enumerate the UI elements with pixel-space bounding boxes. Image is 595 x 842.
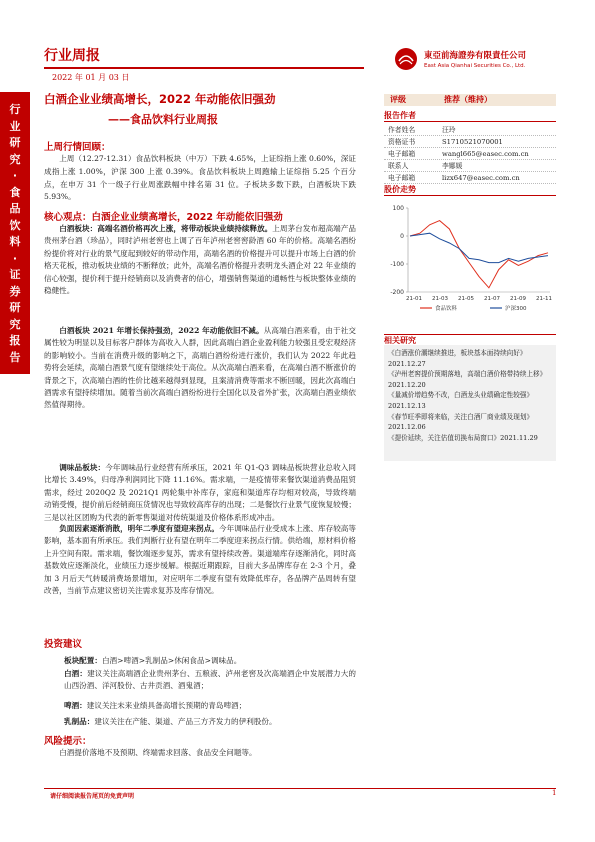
core-paragraph-4-lead: 负面因素逐渐消散，明年二季度有望迎来拐点。 <box>59 524 220 533</box>
analyst-row-value: lizx647@easec.com.cn <box>442 174 520 182</box>
side-band-char: 券 <box>9 284 21 298</box>
invest-item-sector <box>64 655 356 667</box>
analyst-row-value: 汪玲 <box>442 126 456 134</box>
core-paragraph-1-lead: 白酒板块：高端名酒价格再次上涨，将带动板块业绩持续释放。 <box>59 224 273 233</box>
analyst-row <box>384 148 556 160</box>
related-research-list <box>384 345 556 461</box>
chart-x-tick-label: 21-07 <box>484 296 500 302</box>
side-band-char: 证 <box>9 268 21 281</box>
page-number: 1 <box>552 789 557 797</box>
side-band-char: 究 <box>9 152 21 166</box>
invest-item-sector-body: 白酒>啤酒>乳制品>休闲食品>调味品。 <box>101 656 242 665</box>
section-heading-core: 核心观点：白酒企业业绩高增长，2022 年动能依旧强劲 <box>44 212 283 223</box>
section-heading-invest: 投资建议 <box>44 639 83 650</box>
core-paragraph-4 <box>44 523 356 597</box>
chart-heading: 股价走势 <box>384 185 416 194</box>
related-research-item[interactable]: 《量减价增趋势不改，白酒龙头业绩确定性较强》2021.12.13 <box>388 391 534 410</box>
analyst-divider <box>384 121 556 122</box>
analyst-row-value: S1710521070001 <box>442 138 503 146</box>
invest-item-beer-body: 建议关注未来业绩具备高增长预期的青岛啤酒； <box>86 701 247 710</box>
analyst-row <box>384 124 556 136</box>
invest-item-beer <box>64 700 356 712</box>
footer-disclaimer: 请仔细阅读报告尾页的免责声明 <box>50 793 135 800</box>
side-band-char: 行 <box>9 103 21 116</box>
analyst-row-key: 作者姓名 <box>388 126 416 134</box>
report-category: 行业周报 <box>44 48 100 64</box>
chart-y-tick-label: 100 <box>392 205 404 212</box>
side-band-char: 研 <box>9 301 21 314</box>
related-research-item[interactable]: 《泸州老窖提价预期落地，高端白酒价格带持续上移》2021.12.20 <box>388 370 547 389</box>
related-research-item[interactable]: 《提价延续，关注估值切换布局窗口》2021.11.29 <box>388 433 538 442</box>
invest-item-baijiu <box>64 668 356 693</box>
page-title: 白酒企业业绩高增长，2022 年动能依旧强劲 <box>44 92 276 106</box>
rating-bar <box>384 94 556 106</box>
analyst-row-key: 资格证书 <box>388 138 416 146</box>
side-band-char: 研 <box>9 136 21 149</box>
invest-item-dairy-body: 建议关注在产能、渠道、产品三方齐发力的伊利股份。 <box>94 717 277 726</box>
side-band-char: 饮 <box>9 218 21 232</box>
side-band-char: 料 <box>9 235 21 248</box>
report-date: 2022 年 01 月 03 日 <box>52 73 130 82</box>
analyst-row-key: 电子邮箱 <box>388 150 416 158</box>
core-paragraph-2 <box>44 325 356 412</box>
related-research-item[interactable]: 《白酒涨价潮继续推进，板块基本面持续向好》2021.12.27 <box>388 349 527 368</box>
chart-series-line <box>410 221 548 288</box>
header-divider <box>44 67 364 69</box>
rating-value: 推荐（维持） <box>444 95 492 104</box>
chart-x-tick-label: 21-05 <box>458 296 474 302</box>
side-band-char: 报 <box>9 334 21 347</box>
side-band-char: 食 <box>9 185 21 199</box>
core-paragraph-1 <box>44 223 356 297</box>
core-paragraph-2-lead: 白酒板块 2021 年增长保持强劲，2022 年动能依旧不减。 <box>59 326 264 335</box>
chart-y-tick-label: -100 <box>390 261 404 268</box>
risk-paragraph: 白酒提价落地不及预期、终端需求回落、食品安全问题等。 <box>59 748 257 757</box>
core-paragraph-3-body: 今年调味品行业经营有所承压，2021 年 Q1-Q3 调味品板块营业总收入同比增长 3.49%，归母净利润同比下降 11.16%。需求端，一是疫情带来餐饮渠道消费品阻贸需求，经过 2020Q2 及 2021Q1 两轮集中补库存，家庭和渠道库存均相对较高，导致终端动销受慢，提价前后经销商压货情况也导致较高库存的出现；二是餐饮行业景气度恢复较慢；三是以社区团购为代表的新零售渠道对传统渠道及价格体系形成冲击。 <box>44 463 356 522</box>
side-band-char: 究 <box>9 317 21 331</box>
chart-y-tick-label: -200 <box>390 289 404 296</box>
stock-price-chart <box>384 200 556 316</box>
chart-x-tick-label: 21-03 <box>432 296 448 302</box>
core-paragraph-2-body: 从高端白酒来看，由于社交属性较为明显以及目标客户群体为高收入人群，因此高端白酒企业盈利能力较强且受宏观经济的影响较小。当前在消费升级的影响之下，高端白酒纷纷进行涨价，我们认为 2022 年此趋势将会延续，高端白酒景气度有望继续处于高位。从次高端白酒来看，在高端白酒不断涨价的背景之下，次高端白酒的性价比越来越得到显现，且案清消费等需求不断回暖，因此次高端白酒需求有望持续增加。随着当前次高端白酒纷纷进行全国化以及省外扩张，次高端白酒业绩依然值得期待。 <box>44 326 356 410</box>
analyst-row-value: 李娜媛 <box>442 162 463 170</box>
related-research-item[interactable]: 《春节旺季即将来临，关注白酒厂商业绩及现划》2021.12.06 <box>388 412 534 432</box>
analyst-row-value: wangl665@easec.com.cn <box>442 150 529 158</box>
chart-x-tick-label: 21-11 <box>536 296 552 302</box>
invest-item-dairy <box>64 716 356 728</box>
side-band-char: 品 <box>9 202 21 215</box>
invest-item-baijiu-body: 建议关注高端酒企业贵州茅台、五粮液、泸州老窖及次高端酒企中发展潜力大的山西汾酒、洋河股份、古井贡酒、酒鬼酒； <box>64 669 356 691</box>
review-paragraph: 上周（12.27-12.31）食品饮料板块（中万）下跌 4.65%，上证综指上涨 0.60%，深证成指上涨 1.00%，沪深 300 上涨 0.39%。食品饮料板块上周跑输上证综指 5.25 个百分点，在申万 31 个一级子行业周涨跌幅中排名第 31 位。子板块多数下跌，白酒板块下跌 5.93%。 <box>44 154 356 202</box>
analyst-row <box>384 136 556 148</box>
side-band-char: 告 <box>9 350 21 364</box>
rating-label: 评级 <box>390 95 406 104</box>
core-paragraph-3-lead: 调味品板块： <box>59 463 106 472</box>
analyst-row-key: 联系人 <box>388 162 409 170</box>
page-subtitle: ——食品饮料行业周报 <box>108 113 218 126</box>
chart-series-line <box>410 233 548 262</box>
core-paragraph-3 <box>44 462 356 524</box>
analyst-row <box>384 172 556 184</box>
related-heading: 相关研究 <box>384 334 556 346</box>
side-band-char: · <box>12 169 18 182</box>
company-name-en: East Asia Qianhai Securities Co., Ltd. <box>424 63 526 69</box>
core-paragraph-4-body: 今年调味品行业受成本上涨、库存较高等影响，基本面有所承压。我们判断行业有望在明年二季度迎来拐点行情。供给端，原材料价格上升空间有限。需求端，餐饮端逐步复苏，需求有望持续改善。渠道端库存逐渐消化，同时高基数效应逐渐淡化，业绩压力逐步缓解。根据近期跟踪，目前大多品牌库存在 2-3 个月，叠加 3 月后天气转暖消费场景增加，对应明年二季度有望有效降低库存，各品牌产品周转有望改善，当前节点建议密切关注需求复苏及库存情况。 <box>44 524 357 596</box>
chart-legend-label: 食品饮料 <box>435 306 458 312</box>
analyst-heading: 报告作者 <box>384 111 416 120</box>
invest-item-baijiu-lead: 白酒： <box>64 669 88 678</box>
analyst-row <box>384 160 556 172</box>
section-heading-risk: 风险提示： <box>44 736 92 747</box>
core-paragraph-1-body: 上周茅台发布超高端产品贵州茅台酒（珍品），同时泸州老窖也上调了百年泸州老窖窖龄酒 60 年的价格。高端名酒纷纷提价将对行业的景气度起到较好的带动作用，高端名酒的价格提升可以提升市场上白酒的价格天花板，推动板块业绩的不断释放；此外，高端名酒价格提升表明龙头酒企对 22 年业绩的信心较强，提价利于提升经销商以及消费者的信心，增强销售渠道的通畅性与板块整体业绩的稳健性。 <box>44 224 356 296</box>
company-name-cn: 東亞前海證券有限責任公司 <box>424 51 527 61</box>
footer-divider <box>44 788 556 789</box>
side-band-char: · <box>12 251 18 265</box>
invest-item-sector-lead: 板块配置： <box>64 656 102 665</box>
chart-legend-label: 沪深300 <box>505 306 527 312</box>
side-band-text <box>0 102 30 366</box>
section-heading-review: 上周行情回顾： <box>44 142 111 153</box>
company-logo-icon <box>394 47 418 71</box>
invest-item-dairy-lead: 乳制品： <box>64 717 95 726</box>
chart-x-tick-label: 21-01 <box>406 296 422 302</box>
invest-item-beer-lead: 啤酒： <box>64 701 87 710</box>
chart-x-tick-label: 21-09 <box>510 296 526 302</box>
side-band-char: 业 <box>9 119 21 133</box>
chart-y-tick-label: 0 <box>400 233 404 240</box>
chart-divider <box>384 195 556 196</box>
analyst-row-key: 电子邮箱 <box>388 174 416 182</box>
